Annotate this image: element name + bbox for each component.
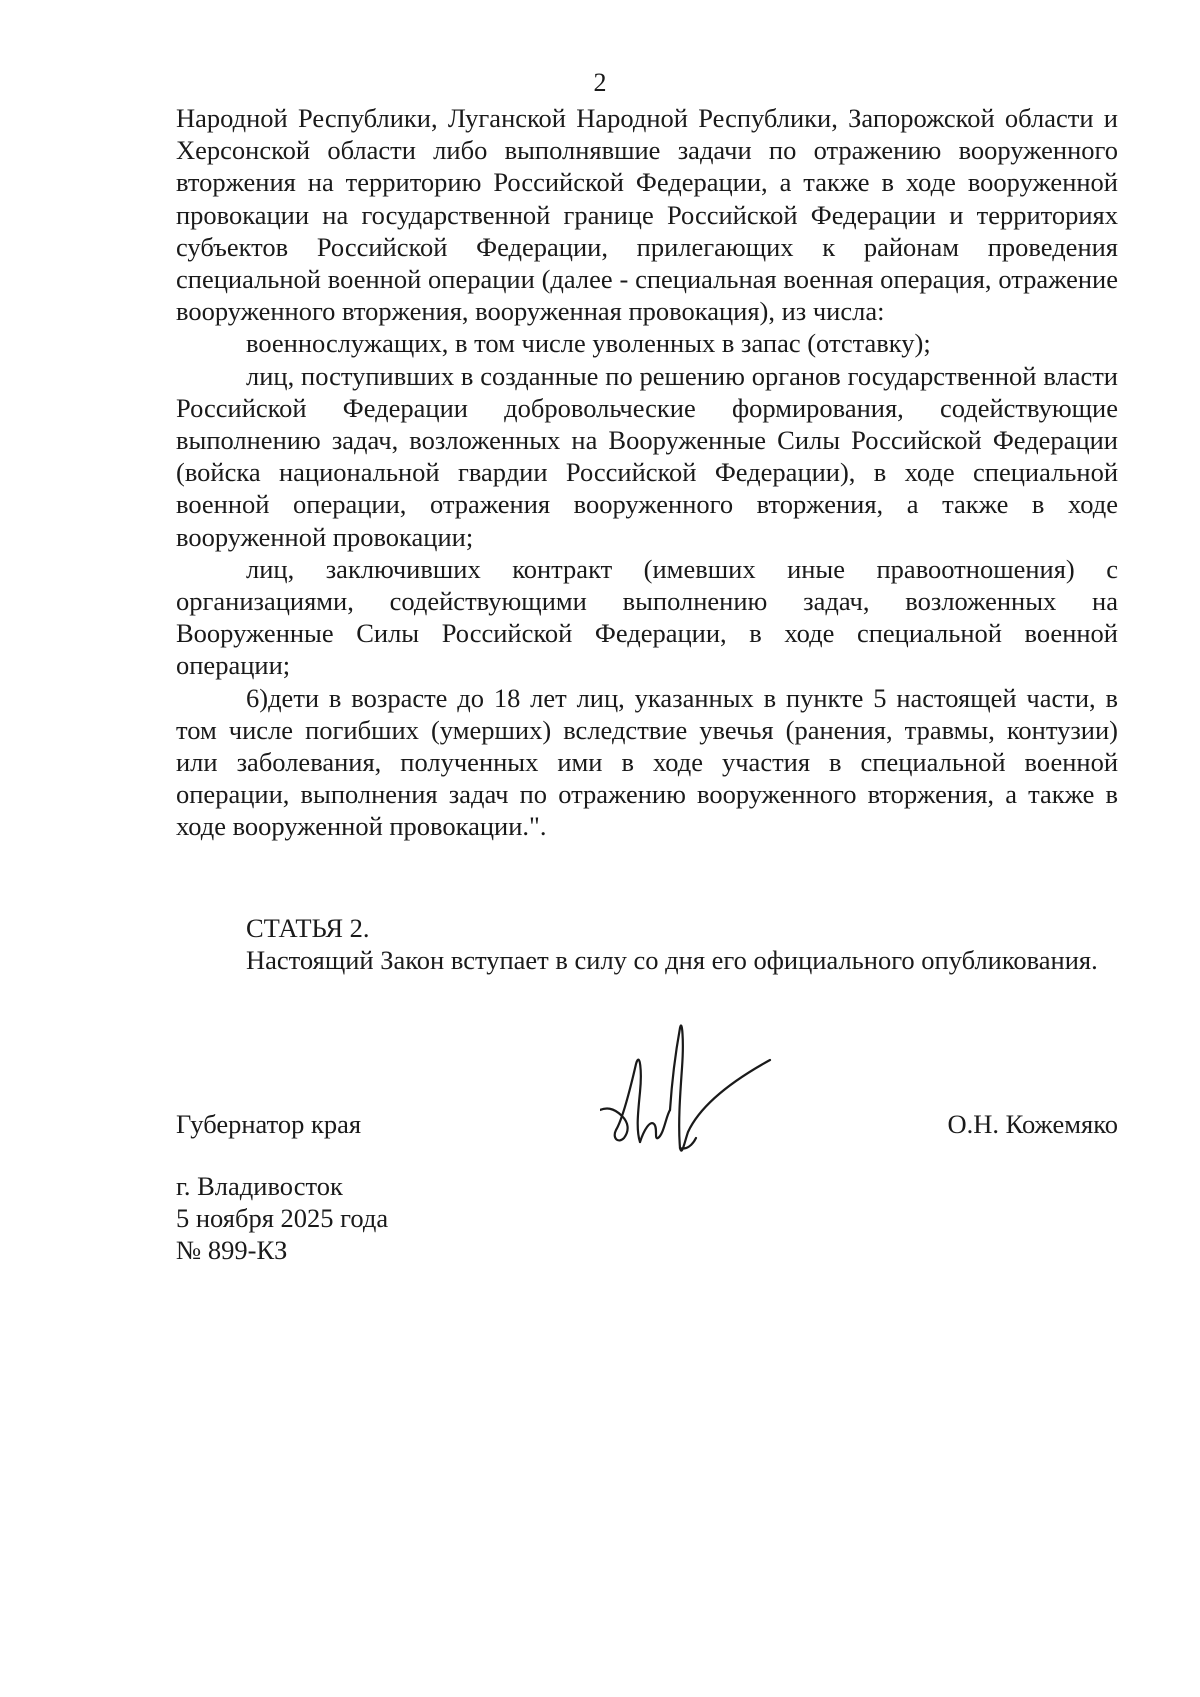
paragraph-volunteers: лиц, поступивших в созданные по решению органов государственной власти Российской Федерации добровольческие формирования, содействующие выполнению задач, возложенных на Вооруженные Силы Российской Федерации (войска национальной гвардии Российской Федерации), в ходе специальной военной операции, отражения вооруженного вторжения, а также в ходе вооруженной провокации; — [176, 360, 1118, 552]
footer-number: № 899-КЗ — [176, 1235, 288, 1265]
handwritten-signature — [600, 1020, 790, 1170]
signer-title: Губернатор края — [176, 1109, 362, 1139]
signer-name: О.Н. Кожемяко — [947, 1109, 1118, 1139]
paragraph-servicemen: военнослужащих, в том числе уволенных в запас (отставку); — [246, 328, 931, 359]
footer-date: 5 ноября 2025 года — [176, 1203, 389, 1233]
paragraph-continuation: Народной Республики, Луганской Народной Республики, Запорожской области и Херсонской области либо выполнявшие задачи по отражению вооруженного вторжения на территорию Российской Федерации, а также в ходе вооруженной провокации на государственной границе Российской Федерации и территориях субъектов Российской Федерации, прилегающих к районам проведения специальной военной операции (далее - специальная военная операция, отражение вооруженного вторжения, вооруженная провокация), из числа: — [176, 103, 1118, 327]
page-number: 2 — [593, 68, 607, 97]
article-text: Настоящий Закон вступает в силу со дня его официального опубликования. — [246, 945, 1098, 975]
article-heading: СТАТЬЯ 2. — [246, 913, 370, 943]
paragraph-children: 6)дети в возрасте до 18 лет лиц, указанных в пункте 5 настоящей части, в том числе погибших (умерших) вследствие увечья (ранения, травмы, контузии) или заболевания, полученных ими в ходе участия в специальной военной операции, выполнения задач по отражению вооруженного вторжения, а также в ходе вооруженной провокации.". — [176, 682, 1118, 842]
law-body-text — [176, 102, 1118, 843]
document-footer — [176, 1170, 388, 1266]
paragraph-contractors: лиц, заключивших контракт (имевших иные правоотношения) с организациями, содействующими выполнению задач, возложенных на Вооруженные Силы Российской Федерации, в ходе специальной военной операции; — [176, 553, 1118, 681]
footer-city: г. Владивосток — [176, 1171, 343, 1201]
